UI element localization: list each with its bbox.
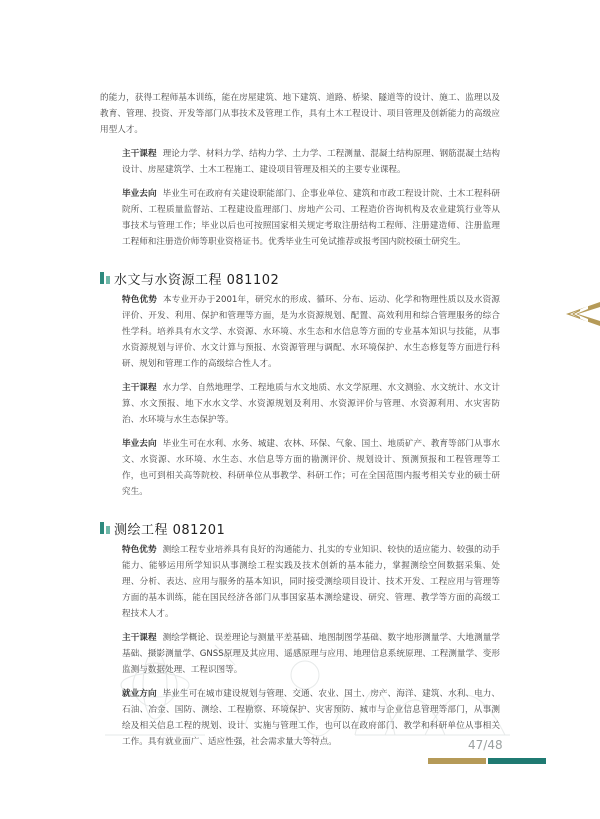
section-item [100, 292, 500, 372]
intro-paragraph [100, 90, 500, 138]
item-label: 就业方向 [122, 689, 157, 699]
item-label: 毕业去向 [122, 439, 157, 449]
item-label: 特色优势 [122, 545, 157, 555]
intro-career-text: 毕业生可在政府有关建设职能部门、企事业单位、建筑和市政工程设计院、土木工程科研院所、工程质量监督站、工程建设监理部门、房地产公司、工程造价咨询机构及农业建筑行业等从事技术与管理工作；毕业以后也可按照国家相关规定考取注册结构工程师、注册建造师、注册监理工程师和注册造价师等职业资格证书。优秀毕业生可免试推荐或报考国内院校硕士研究生。 [122, 189, 500, 247]
item-text: 水力学、自然地理学、工程地质与水文地质、水文学原理、水文测验、水文统计、水文计算、水文预报、地下水水文学、水资源规划及利用、水资源评价与管理、水资源利用、水灾害防治、水环境与水生态保护等。 [122, 383, 500, 425]
section-marker-icon [100, 272, 110, 284]
intro-courses-text: 理论力学、材料力学、结构力学、土力学、工程测量、混凝土结构原理、钢筋混凝土结构设计、房屋建筑学、土木工程施工、建设项目管理及相关的主要专业课程。 [122, 149, 500, 175]
intro-text: 的能力，获得工程师基本训练，能在房屋建筑、地下建筑、道路、桥梁、隧道等的设计、施工、监理以及教育、管理、投资、开发等部门从事技术及管理工作，具有土木工程设计、项目管理及创新能力的高级应用型人才。 [100, 93, 500, 135]
section-title-surveying [100, 518, 500, 538]
item-label: 特色优势 [122, 295, 158, 305]
intro-career-label: 毕业去向 [122, 189, 157, 199]
footer-bar-teal [488, 758, 546, 764]
footer-bar-gold [428, 758, 486, 764]
intro-career [100, 186, 500, 250]
item-text: 测绘学概论、误差理论与测量平差基础、地图制图学基础、数字地形测量学、大地测量学基础、摄影测量学、GNSS原理及其应用、遥感原理与应用、地理信息系统原理、工程测量学、变形监测与数据处理、工程识图等。 [122, 633, 500, 675]
section-title-hydrology [100, 268, 500, 288]
chevron-left-icon [558, 300, 600, 328]
item-label: 主干课程 [122, 633, 157, 643]
page-number: 47/48 [468, 738, 503, 752]
section-item [100, 436, 500, 500]
section-marker-icon [100, 522, 110, 534]
section-item [100, 542, 500, 622]
section-title-text: 水文与水资源工程 081102 [114, 272, 280, 288]
item-text: 毕业生可在水利、水务、城建、农林、环保、气象、国土、地质矿产、教育等部门从事水文、水资源、水环境、水生态、水信息等方面的勘测评价、规划设计、预测预报和工程管理等工作，也可到相关高等院校、科研单位从事教学、科研工作；可在全国范围内报考相关专业的硕士研究生。 [122, 439, 500, 497]
intro-courses-label: 主干课程 [122, 149, 157, 159]
section-item [100, 380, 500, 428]
item-text: 本专业开办于2001年，研究水的形成、循环、分布、运动、化学和物理性质以及水资源评价、开发、利用、保护和管理等方面，是为水资源规划、配置、高效利用和综合管理服务的综合性学科。培养具有水文学、水资源、水环境、水生态和水信息等方面的专业基本知识与技能，从事水资源规划与评价、水文计算与预报、水资源管理与调配、水环境保护、水生态修复等方面进行科研、规划和管理工作的高级综合性人才。 [122, 295, 500, 369]
math-doodle-watermark [95, 625, 515, 755]
item-label: 主干课程 [122, 383, 157, 393]
intro-courses [100, 146, 500, 178]
item-text: 测绘工程专业培养具有良好的沟通能力、扎实的专业知识、较快的适应能力、较强的动手能力、能够运用所学知识从事测绘工程实践及技术创新的基本能力，掌握测绘空间数据采集、处理、分析、表达、应用与服务的基本知识，同时接受测绘项目设计、技术开发、工程应用与管理等方面的基本训练，能在国民经济各部门从事国家基本测绘建设、研究、管理、教学等方面的高级工程技术人才。 [122, 545, 500, 619]
footer-color-bar [428, 758, 546, 764]
item-text: 毕业生可在城市建设规划与管理、交通、农业、国土、房产、海洋、建筑、水利、电力、石油、冶金、国防、测绘、工程勘察、环境保护、灾害预防、城市与企业信息管理等部门，从事测绘及相关信息工程的规划、设计、实施与管理工作，也可以在政府部门、教学和科研单位从事相关工作。具有就业面广、适应性强，社会需求量大等特点。 [122, 689, 500, 747]
section-title-text: 测绘工程 081201 [114, 522, 226, 538]
